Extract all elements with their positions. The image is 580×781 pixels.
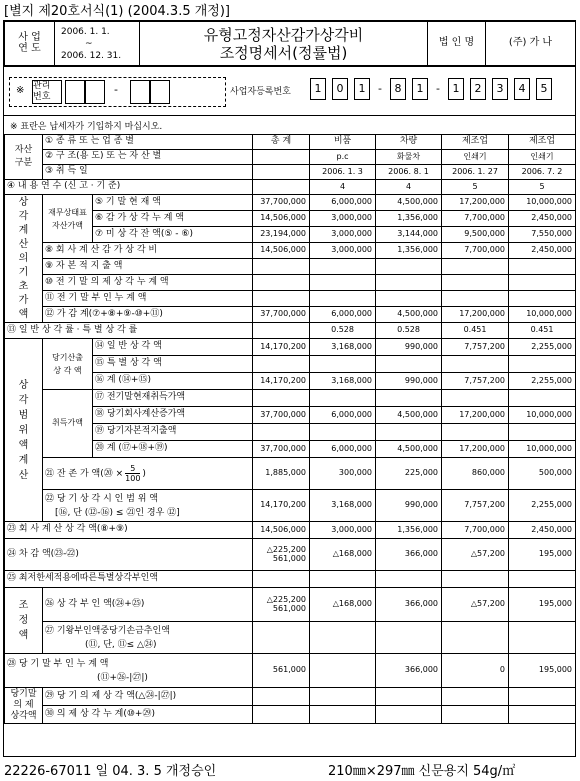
asset-value-r8[interactable]: 1,356,000 <box>376 243 442 259</box>
asset-value-r16[interactable]: 2,255,000 <box>509 373 576 390</box>
adjustment-section-label: 조 정 액 <box>5 588 43 654</box>
asset-value-r24[interactable]: △168,000 <box>310 539 376 571</box>
asset-value-r6[interactable]: 2,450,000 <box>509 211 576 227</box>
business-period <box>55 22 140 66</box>
row-25-label: ㉕ 최저한세적용에따른특별상각부인액 <box>5 571 253 588</box>
asset-value-r22[interactable]: 990,000 <box>376 490 442 522</box>
asset-value-r14[interactable]: 990,000 <box>376 339 442 356</box>
row-26-label: ㉖ 상 각 부 인 액(㉔+㉕) <box>43 588 253 622</box>
limit-section-label: 상 각 범 위 액 계 산 <box>5 339 43 522</box>
business-reg-number-label: 사업자등록번호 <box>230 87 291 97</box>
row-18-label: ⑱ 당기회사계산증가액 <box>93 407 253 424</box>
asset-value-r25[interactable] <box>376 571 442 588</box>
total-value-r6[interactable]: 14,506,000 <box>253 211 310 227</box>
corp-name-value: (주) 가 나 <box>486 22 576 66</box>
management-number-label: 관리 번호 <box>32 80 62 104</box>
asset-value-r20[interactable]: 17,200,000 <box>442 441 509 458</box>
asset-value-r3[interactable]: 2006. 1. 27 <box>442 165 509 180</box>
asset-value-r23[interactable]: 7,700,000 <box>442 522 509 539</box>
asset-value-r11[interactable] <box>442 291 509 307</box>
period-to: 2006. 12. 31. <box>61 50 122 61</box>
row-13-label: ⑬ 일 반 상 각 률 · 특 별 상 각 률 <box>5 323 253 339</box>
asset-value-r12[interactable]: 6,000,000 <box>310 307 376 323</box>
asset-value-r18[interactable]: 6,000,000 <box>310 407 376 424</box>
fraction-numerator: 5 <box>125 464 140 474</box>
total-value-r10[interactable] <box>253 275 310 291</box>
row-27-line2: (⑪, 단, ⑪≤ △㉔) <box>85 639 157 650</box>
management-number-dash: - <box>114 83 118 96</box>
row-27-line1: ㉗ 기왕부인액중당기손금추인액 <box>45 625 170 636</box>
total-value-r19[interactable] <box>253 424 310 441</box>
total-value-r5[interactable]: 37,700,000 <box>253 195 310 211</box>
column-header: 총 계 <box>253 135 310 150</box>
total-value-r15[interactable] <box>253 356 310 373</box>
row-21-text: ㉑ 잔 존 가 액(⑳ × <box>45 469 124 479</box>
row-21-close: ) <box>142 469 146 479</box>
row-16-label: ⑯ 계 (⑭+⑮) <box>93 373 253 390</box>
asset-value-r21[interactable]: 500,000 <box>509 458 576 490</box>
fill-note: ※ 표란은 납세자가 기입하지 마십시오. <box>10 122 163 132</box>
asset-value-r25[interactable] <box>310 571 376 588</box>
footer-paper-spec: 210㎜×297㎜ 신문용지 54g/㎡ <box>328 764 516 779</box>
id-row <box>4 66 575 116</box>
row-28-label <box>5 654 253 688</box>
asset-value-r4[interactable]: 5 <box>442 180 509 195</box>
management-number-cell-2[interactable] <box>85 80 105 104</box>
row-28-line2: (⑪+㉖-|㉗|) <box>97 672 148 683</box>
asset-value-r11[interactable] <box>509 291 576 307</box>
asset-value-r10[interactable] <box>376 275 442 291</box>
asset-value-r13[interactable]: 0.451 <box>442 323 509 339</box>
total-value-r24[interactable]: △225,200 561,000 <box>253 539 310 571</box>
row-10-label: ⑩ 전 기 말 의 제 상 각 누 계 액 <box>43 275 253 291</box>
basis-section-label: 상 각 계 산 의 기 초 가 액 <box>5 195 43 323</box>
row-24-label: ㉔ 차 감 액(㉓-㉒) <box>5 539 253 571</box>
form-page <box>3 20 576 757</box>
asset-value-r9[interactable] <box>310 259 376 275</box>
asset-value-r26[interactable]: △57,200 <box>442 588 509 622</box>
business-reg-digit: 1 <box>448 78 464 100</box>
asset-value-r5[interactable]: 6,000,000 <box>310 195 376 211</box>
asset-value-r9[interactable] <box>442 259 509 275</box>
footer-approval: 22226-67011 일 04. 3. 5 개정승인 <box>4 764 217 779</box>
asset-value-r18[interactable]: 17,200,000 <box>442 407 509 424</box>
business-reg-digit: - <box>378 82 382 95</box>
asset-value-r17[interactable] <box>376 390 442 407</box>
asset-value-r6[interactable]: 7,700,000 <box>442 211 509 227</box>
business-reg-digit: 4 <box>514 78 530 100</box>
business-reg-digit: 3 <box>492 78 508 100</box>
form-title-line1: 유형고정자산감가상각비 <box>203 25 364 44</box>
asset-value-r7[interactable]: 7,550,000 <box>509 227 576 243</box>
row-7-label: ⑦ 미 상 각 잔 액(⑤ - ⑥) <box>93 227 253 243</box>
asset-value-r12[interactable]: 10,000,000 <box>509 307 576 323</box>
asset-value-r30[interactable] <box>509 706 576 724</box>
row-17-label: ⑰ 전기말현재취득가액 <box>93 390 253 407</box>
total-value-r2[interactable] <box>253 150 310 165</box>
asset-value-r2[interactable]: p.c <box>310 150 376 165</box>
asset-value-r15[interactable] <box>509 356 576 373</box>
balance-sheet-group-label: 재무상태표 자산가액 <box>43 195 93 243</box>
asset-value-r15[interactable] <box>376 356 442 373</box>
asset-value-r17[interactable] <box>442 390 509 407</box>
row-22-line1: ㉒ 당 기 상 각 시 인 범 위 액 <box>45 493 158 504</box>
total-value-r30[interactable] <box>253 706 310 724</box>
asset-value-r15[interactable] <box>310 356 376 373</box>
total-value-r3[interactable] <box>253 165 310 180</box>
asset-value-r16[interactable]: 990,000 <box>376 373 442 390</box>
asset-value-r29[interactable] <box>442 688 509 706</box>
total-value-r28[interactable]: 561,000 <box>253 654 310 688</box>
asset-value-r14[interactable]: 7,757,200 <box>442 339 509 356</box>
asset-value-r5[interactable]: 10,000,000 <box>509 195 576 211</box>
asset-value-r14[interactable]: 2,255,000 <box>509 339 576 356</box>
asset-value-r29[interactable] <box>376 688 442 706</box>
row-4-label: ④ 내 용 연 수 (신 고 · 기 준) <box>5 180 253 195</box>
asset-value-r4[interactable]: 4 <box>310 180 376 195</box>
total-value-r16[interactable]: 14,170,200 <box>253 373 310 390</box>
row-19-label: ⑲ 당기자본적지출액 <box>93 424 253 441</box>
asset-value-r28[interactable]: 0 <box>442 654 509 688</box>
asset-value-r22[interactable]: 7,757,200 <box>442 490 509 522</box>
asset-value-r24[interactable]: 366,000 <box>376 539 442 571</box>
asset-value-r30[interactable] <box>442 706 509 724</box>
asset-value-r14[interactable]: 3,168,000 <box>310 339 376 356</box>
row-20-label: ⑳ 계 (⑰+⑱+⑲) <box>93 441 253 458</box>
acquisition-group-label: 취득가액 <box>43 390 93 458</box>
asset-value-r8[interactable]: 2,450,000 <box>509 243 576 259</box>
total-value-r8[interactable]: 14,506,000 <box>253 243 310 259</box>
asset-value-r25[interactable] <box>442 571 509 588</box>
asset-value-r6[interactable]: 1,356,000 <box>376 211 442 227</box>
total-value-r20[interactable]: 37,700,000 <box>253 441 310 458</box>
total-value-r12[interactable]: 37,700,000 <box>253 307 310 323</box>
total-value-r14[interactable]: 14,170,200 <box>253 339 310 356</box>
asset-value-r26[interactable]: △168,000 <box>310 588 376 622</box>
total-value-r9[interactable] <box>253 259 310 275</box>
asset-value-r23[interactable]: 1,356,000 <box>376 522 442 539</box>
total-value-r22[interactable]: 14,170,200 <box>253 490 310 522</box>
corp-name-label: 법 인 명 <box>428 22 486 66</box>
asset-value-r21[interactable]: 300,000 <box>310 458 376 490</box>
asset-class-label: 자산 구분 <box>5 135 43 180</box>
total-value-r27[interactable] <box>253 622 310 654</box>
total-value-r25[interactable] <box>253 571 310 588</box>
row-5-label: ⑤ 기 말 현 재 액 <box>93 195 253 211</box>
period-from: 2006. 1. 1. <box>61 26 110 37</box>
row-9-label: ⑨ 자 본 적 지 출 액 <box>43 259 253 275</box>
asset-value-r6[interactable]: 3,000,000 <box>310 211 376 227</box>
management-number-cell-3[interactable] <box>130 80 150 104</box>
asset-value-r26[interactable]: 366,000 <box>376 588 442 622</box>
asset-value-r28[interactable]: 195,000 <box>509 654 576 688</box>
business-reg-digit: 1 <box>412 78 428 100</box>
asset-value-r4[interactable]: 4 <box>376 180 442 195</box>
row-21-fraction <box>125 464 140 483</box>
row-23-label: ㉓ 회 사 계 산 상 각 액(⑧+⑨) <box>5 522 253 539</box>
asset-value-r10[interactable] <box>442 275 509 291</box>
asset-value-r9[interactable] <box>376 259 442 275</box>
asset-value-r29[interactable] <box>310 688 376 706</box>
asset-value-r28[interactable]: 366,000 <box>376 654 442 688</box>
management-mark: ※ <box>16 85 25 96</box>
asset-value-r30[interactable] <box>376 706 442 724</box>
asset-value-r21[interactable]: 860,000 <box>442 458 509 490</box>
asset-value-r2[interactable]: 인쇄기 <box>509 150 576 165</box>
asset-value-r17[interactable] <box>509 390 576 407</box>
business-reg-digit: 1 <box>354 78 370 100</box>
asset-value-r30[interactable] <box>310 706 376 724</box>
row-29-label: ㉙ 당 기 의 제 상 각 액(△㉔-|㉗|) <box>43 688 253 706</box>
asset-value-r16[interactable]: 7,757,200 <box>442 373 509 390</box>
asset-value-r19[interactable] <box>442 424 509 441</box>
asset-value-r25[interactable] <box>509 571 576 588</box>
asset-value-r19[interactable] <box>310 424 376 441</box>
row-22-label <box>43 490 253 522</box>
asset-value-r8[interactable]: 7,700,000 <box>442 243 509 259</box>
asset-value-r19[interactable] <box>376 424 442 441</box>
total-value-r7[interactable]: 23,194,000 <box>253 227 310 243</box>
business-reg-digit: 8 <box>390 78 406 100</box>
asset-value-r9[interactable] <box>509 259 576 275</box>
asset-value-r13[interactable]: 0.528 <box>376 323 442 339</box>
column-header: 제조업 <box>509 135 576 150</box>
management-number-box <box>9 77 226 107</box>
row-14-label: ⑭ 일 반 상 각 액 <box>93 339 253 356</box>
row-6-label: ⑥ 감 가 상 각 누 계 액 <box>93 211 253 227</box>
asset-value-r20[interactable]: 6,000,000 <box>310 441 376 458</box>
asset-value-r29[interactable] <box>509 688 576 706</box>
asset-value-r24[interactable]: △57,200 <box>442 539 509 571</box>
fraction-denominator: 100 <box>125 474 141 483</box>
column-header: 비품 <box>310 135 376 150</box>
row-2-label: ② 구 조(용 도) 또 는 자 산 별 <box>43 150 253 165</box>
form-number-header: [별지 제20호서식(1) (2004.3.5 개정)] <box>4 4 230 19</box>
business-reg-digit: 0 <box>332 78 348 100</box>
current-depr-group-label: 당기산출 상 각 액 <box>43 339 93 390</box>
form-title <box>140 22 428 66</box>
asset-value-r21[interactable]: 225,000 <box>376 458 442 490</box>
asset-value-r4[interactable]: 5 <box>509 180 576 195</box>
asset-value-r17[interactable] <box>310 390 376 407</box>
total-value-r18[interactable]: 37,700,000 <box>253 407 310 424</box>
business-reg-digit: - <box>436 82 440 95</box>
row-1-label: ① 종 류 또 는 업 종 별 <box>43 135 253 150</box>
business-reg-digit: 2 <box>470 78 486 100</box>
column-header: 제조업 <box>442 135 509 150</box>
asset-value-r18[interactable]: 10,000,000 <box>509 407 576 424</box>
row-30-label: ㉚ 의 제 상 각 누 계(⑩+㉙) <box>43 706 253 724</box>
row-8-label: ⑧ 회 사 계 산 감 가 상 각 비 <box>43 243 253 259</box>
asset-value-r10[interactable] <box>310 275 376 291</box>
total-value-r11[interactable] <box>253 291 310 307</box>
asset-value-r8[interactable]: 3,000,000 <box>310 243 376 259</box>
asset-value-r15[interactable] <box>442 356 509 373</box>
asset-value-r2[interactable]: 인쇄기 <box>442 150 509 165</box>
business-reg-number <box>307 77 555 105</box>
asset-value-r28[interactable] <box>310 654 376 688</box>
row-28-line1: ㉘ 당 기 말 부 인 누 계 액 <box>7 658 109 669</box>
column-header: 차량 <box>376 135 442 150</box>
management-number-cell-4[interactable] <box>150 80 170 104</box>
total-value-r21[interactable]: 1,885,000 <box>253 458 310 490</box>
business-reg-digit: 5 <box>536 78 552 100</box>
asset-value-r18[interactable]: 4,500,000 <box>376 407 442 424</box>
asset-value-r5[interactable]: 17,200,000 <box>442 195 509 211</box>
asset-value-r20[interactable]: 10,000,000 <box>509 441 576 458</box>
asset-value-r11[interactable] <box>376 291 442 307</box>
total-value-r13[interactable] <box>253 323 310 339</box>
asset-value-r26[interactable]: 195,000 <box>509 588 576 622</box>
asset-value-r22[interactable]: 3,168,000 <box>310 490 376 522</box>
asset-value-r27[interactable] <box>442 622 509 654</box>
asset-value-r27[interactable] <box>376 622 442 654</box>
asset-value-r13[interactable]: 0.451 <box>509 323 576 339</box>
row-3-label: ③ 취 득 일 <box>43 165 253 180</box>
asset-value-r7[interactable]: 3,144,000 <box>376 227 442 243</box>
asset-value-r7[interactable]: 3,000,000 <box>310 227 376 243</box>
asset-value-r27[interactable] <box>310 622 376 654</box>
row-15-label: ⑮ 특 별 상 각 액 <box>93 356 253 373</box>
asset-value-r7[interactable]: 9,500,000 <box>442 227 509 243</box>
row-27-label <box>43 622 253 654</box>
row-11-label: ⑪ 전 기 말 부 인 누 계 액 <box>43 291 253 307</box>
asset-value-r2[interactable]: 화물차 <box>376 150 442 165</box>
depreciation-table <box>4 134 576 724</box>
form-title-line2: 조정명세서(정률법) <box>219 43 348 62</box>
asset-value-r22[interactable]: 2,255,000 <box>509 490 576 522</box>
row-12-label: ⑫ 가 감 계(⑦+⑧+⑨-⑩+⑪) <box>43 307 253 323</box>
business-reg-digit: 1 <box>310 78 326 100</box>
total-value-r29[interactable] <box>253 688 310 706</box>
management-number-cell-1[interactable] <box>65 80 85 104</box>
asset-value-r12[interactable]: 4,500,000 <box>376 307 442 323</box>
asset-value-r24[interactable]: 195,000 <box>509 539 576 571</box>
asset-value-r3[interactable]: 2006. 7. 2 <box>509 165 576 180</box>
asset-value-r13[interactable]: 0.528 <box>310 323 376 339</box>
asset-value-r3[interactable]: 2006. 8. 1 <box>376 165 442 180</box>
asset-value-r23[interactable]: 2,450,000 <box>509 522 576 539</box>
asset-value-r10[interactable] <box>509 275 576 291</box>
period-end-section-label: 당기말 의 제 상각액 <box>5 688 43 724</box>
total-value-r23[interactable]: 14,506,000 <box>253 522 310 539</box>
asset-value-r11[interactable] <box>310 291 376 307</box>
total-value-r26[interactable]: △225,200 561,000 <box>253 588 310 622</box>
asset-value-r19[interactable] <box>509 424 576 441</box>
asset-value-r23[interactable]: 3,000,000 <box>310 522 376 539</box>
asset-value-r5[interactable]: 4,500,000 <box>376 195 442 211</box>
row-21-label <box>43 458 253 490</box>
period-tilde: ~ <box>85 38 93 49</box>
asset-value-r20[interactable]: 4,500,000 <box>376 441 442 458</box>
asset-value-r16[interactable]: 3,168,000 <box>310 373 376 390</box>
form-header-table <box>4 21 576 66</box>
asset-value-r27[interactable] <box>509 622 576 654</box>
row-22-line2: [⑯, 단 (⑫-⑯) ≤ ㉑인 경우 ⑫] <box>55 507 180 518</box>
total-value-r17[interactable] <box>253 390 310 407</box>
asset-value-r12[interactable]: 17,200,000 <box>442 307 509 323</box>
asset-value-r3[interactable]: 2006. 1. 3 <box>310 165 376 180</box>
business-year-label: 사 업 연 도 <box>5 22 55 66</box>
total-value-r4[interactable] <box>253 180 310 195</box>
